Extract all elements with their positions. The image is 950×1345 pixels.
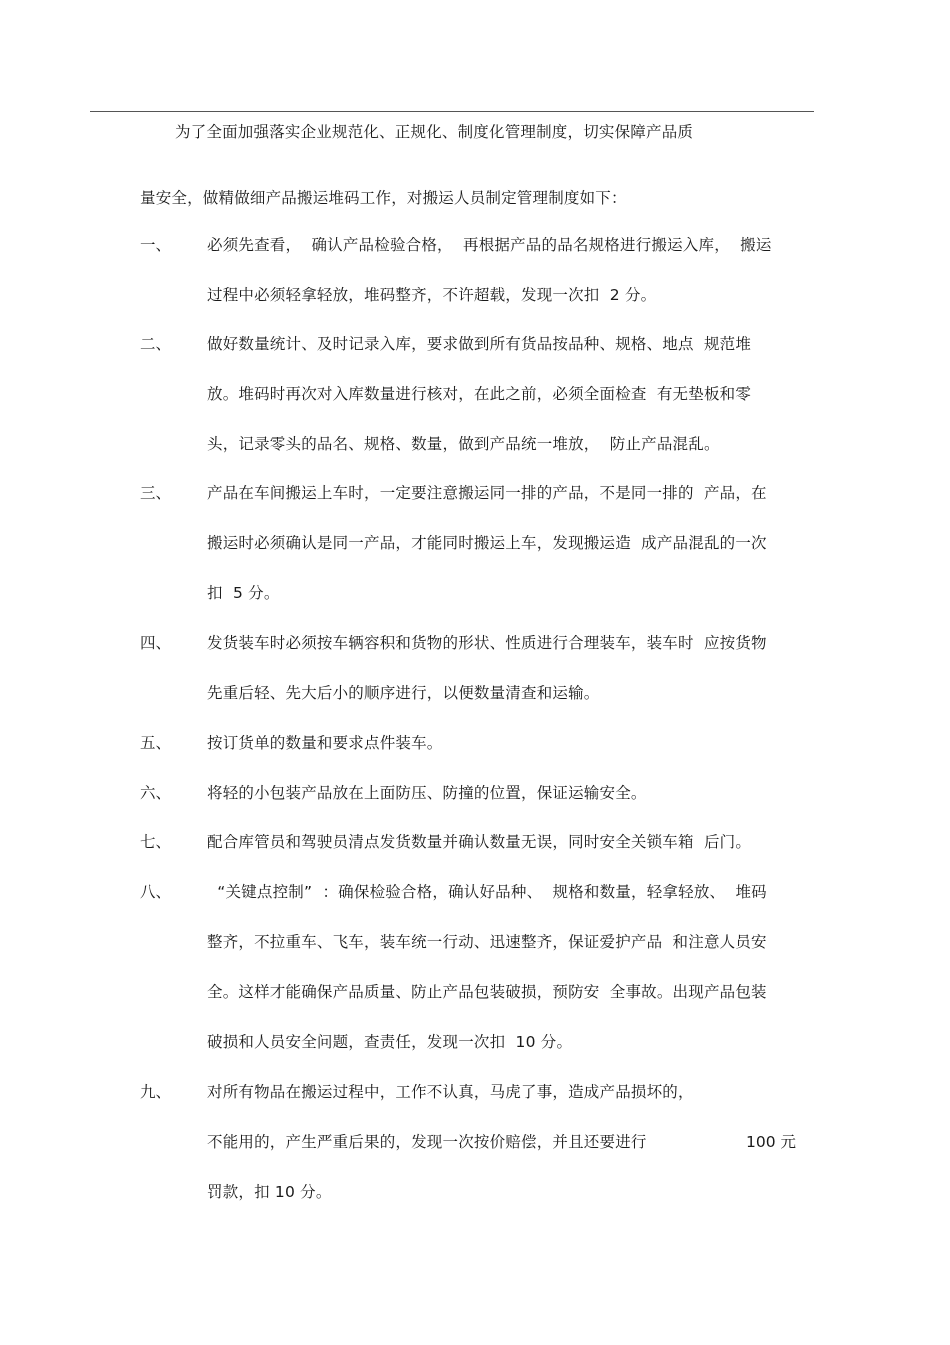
rule-number: 三、 (140, 484, 172, 502)
rule-text-line: 放。堆码时再次对入库数量进行核对，在此之前，必须全面检查 有无垫板和零 (207, 385, 752, 403)
rule-text-line: 做好数量统计、及时记录入库，要求做到所有货品按品种、规格、地点 规范堆 (207, 335, 752, 353)
rule-text-line: 发货装车时必须按车辆容积和货物的形状、性质进行合理装车，装车时 应按货物 (207, 634, 767, 652)
rule-text-line: 罚款，扣 10 分。 (207, 1183, 332, 1201)
rule-text-line: 将轻的小包装产品放在上面防压、防撞的位置，保证运输安全。 (207, 784, 647, 802)
top-divider (90, 111, 814, 112)
rule-text-line: 整齐，不拉重车、飞车，装车统一行动、迅速整齐，保证爱护产品 和注意人员安 (207, 933, 767, 951)
rule-text-line: 对所有物品在搬运过程中，工作不认真，马虎了事，造成产品损坏的， (207, 1083, 694, 1101)
rule-number: 一、 (140, 236, 172, 254)
rule-text-line: 搬运时必须确认是同一产品，才能同时搬运上车，发现搬运造 成产品混乱的一次 (207, 534, 767, 552)
fine-amount: 100 元 (746, 1133, 797, 1151)
rule-text-line: “关键点控制” ：确保检验合格，确认好品种、 规格和数量，轻拿轻放、 堆码 (207, 883, 767, 901)
intro-line-2: 量安全，做精做细产品搬运堆码工作，对搬运人员制定管理制度如下： (140, 189, 627, 207)
rule-number: 八、 (140, 883, 172, 901)
rule-text-line: 过程中必须轻拿轻放，堆码整齐，不许超载，发现一次扣 2 分。 (207, 286, 657, 304)
rule-text-line: 产品在车间搬运上车时，一定要注意搬运同一排的产品，不是同一排的 产品，在 (207, 484, 767, 502)
rule-text-line: 头，记录零头的品名、规格、数量，做到产品统一堆放， 防止产品混乱。 (207, 435, 720, 453)
rule-text-line: 配合库管员和驾驶员清点发货数量并确认数量无误，同时安全关锁车箱 后门。 (207, 833, 752, 851)
rule-text-line: 破损和人员安全问题，查责任，发现一次扣 10 分。 (207, 1033, 573, 1051)
intro-line-1: 为了全面加强落实企业规范化、正规化、制度化管理制度，切实保障产品质 (175, 123, 694, 141)
rule-text-line: 不能用的，产生严重后果的，发现一次按价赔偿，并且还要进行 (207, 1133, 647, 1151)
rule-text-line: 先重后轻、先大后小的顺序进行，以便数量清查和运输。 (207, 684, 600, 702)
rule-number: 五、 (140, 734, 172, 752)
rule-text-line: 全。这样才能确保产品质量、防止产品包装破损，预防安 全事故。出现产品包装 (207, 983, 767, 1001)
rule-text-line: 按订货单的数量和要求点件装车。 (207, 734, 443, 752)
rule-number: 二、 (140, 335, 172, 353)
rule-number: 六、 (140, 784, 172, 802)
rule-number: 四、 (140, 634, 172, 652)
rule-number: 九、 (140, 1083, 172, 1101)
rule-text-line: 扣 5 分。 (207, 584, 280, 602)
rule-text-line: 必须先查看， 确认产品检验合格， 再根据产品的品名规格进行搬运入库， 搬运 (207, 236, 772, 254)
rule-number: 七、 (140, 833, 172, 851)
